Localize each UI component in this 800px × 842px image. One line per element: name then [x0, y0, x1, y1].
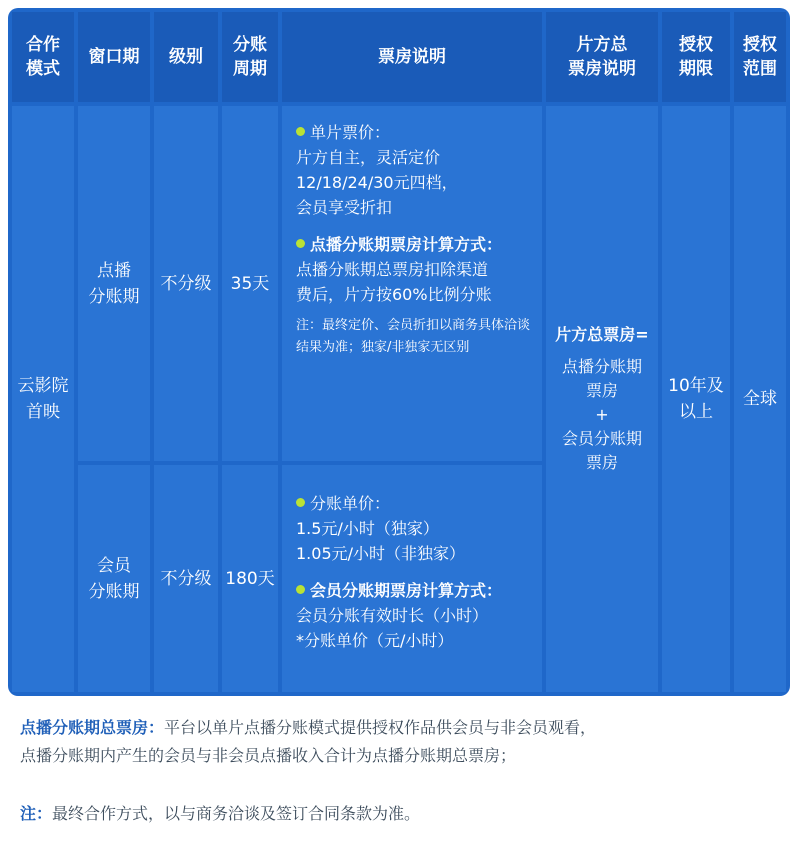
desc-vod-title1: 单片票价： — [296, 120, 532, 145]
header-level: 级别 — [154, 12, 218, 102]
level-vod: 不分级 — [154, 106, 218, 461]
header-box-office-desc: 票房说明 — [282, 12, 542, 102]
desc-vod-line: 12/18/24/30元四档， — [296, 173, 458, 192]
desc-member-line: 1.05元/小时（非独家） — [296, 544, 466, 563]
header-total-box-office: 片方总 票房说明 — [546, 12, 658, 102]
window-vod: 点播 分账期 — [78, 106, 150, 461]
total-part-vod: 点播分账期 票房 — [561, 357, 642, 400]
desc-vod-line: 会员享受折扣 — [296, 198, 393, 217]
bullet-dot-icon — [296, 585, 305, 594]
level-member: 不分级 — [154, 465, 218, 692]
footer-definition — [20, 714, 790, 770]
desc-vod-title2: 点播分账期票房计算方式： — [296, 232, 532, 257]
footer-definition-text-2: 点播分账期内产生的会员与非会员点播收入合计为点播分账期总票房； — [20, 746, 517, 765]
header-period: 分账 周期 — [222, 12, 278, 102]
total-title: 片方总票房= — [555, 325, 649, 344]
period-member: 180天 — [222, 465, 278, 692]
header-window: 窗口期 — [78, 12, 150, 102]
header-scope: 授权 范围 — [734, 12, 786, 102]
desc-member-line: *分账单价（元/小时） — [296, 631, 454, 650]
footer-note — [20, 800, 790, 828]
desc-member-line: 1.5元/小时（独家） — [296, 519, 439, 538]
desc-vod — [282, 106, 542, 461]
cooperation-mode: 云影院 首映 — [12, 106, 74, 692]
footer-note-label: 注： — [20, 804, 53, 823]
desc-member-title1: 分账单价： — [296, 491, 532, 516]
bullet-dot-icon — [296, 239, 305, 248]
total-part-member: 会员分账期 票房 — [561, 429, 642, 472]
footer-definition-text-1: 平台以单片点播分账模式提供授权作品供会员与非会员观看， — [164, 718, 597, 737]
desc-vod-note: 注：最终定价、会员折扣以商务具体洽谈结果为准；独家/非独家无区别 — [296, 318, 531, 355]
footer-definition-label: 点播分账期总票房： — [20, 718, 165, 737]
window-member: 会员 分账期 — [78, 465, 150, 692]
header-mode: 合作 模式 — [12, 12, 74, 102]
desc-member-title2: 会员分账期票房计算方式： — [296, 578, 532, 603]
revenue-share-table — [8, 8, 790, 696]
desc-member — [282, 465, 542, 692]
desc-vod-line: 点播分账期总票房扣除渠道 — [296, 260, 489, 279]
license-term: 10年及 以上 — [662, 106, 730, 692]
total-box-office-desc — [546, 106, 658, 692]
desc-member-line: 会员分账有效时长（小时） — [296, 606, 489, 625]
period-vod: 35天 — [222, 106, 278, 461]
desc-vod-line: 片方自主，灵活定价 — [296, 148, 441, 167]
total-plus: + — [595, 405, 609, 424]
header-term: 授权 期限 — [662, 12, 730, 102]
footer-note-text: 最终合作方式，以与商务洽谈及签订合同条款为准。 — [52, 804, 421, 823]
desc-vod-line: 费后，片方按60%比例分账 — [296, 285, 492, 304]
bullet-dot-icon — [296, 498, 305, 507]
bullet-dot-icon — [296, 127, 305, 136]
license-scope: 全球 — [734, 106, 786, 692]
